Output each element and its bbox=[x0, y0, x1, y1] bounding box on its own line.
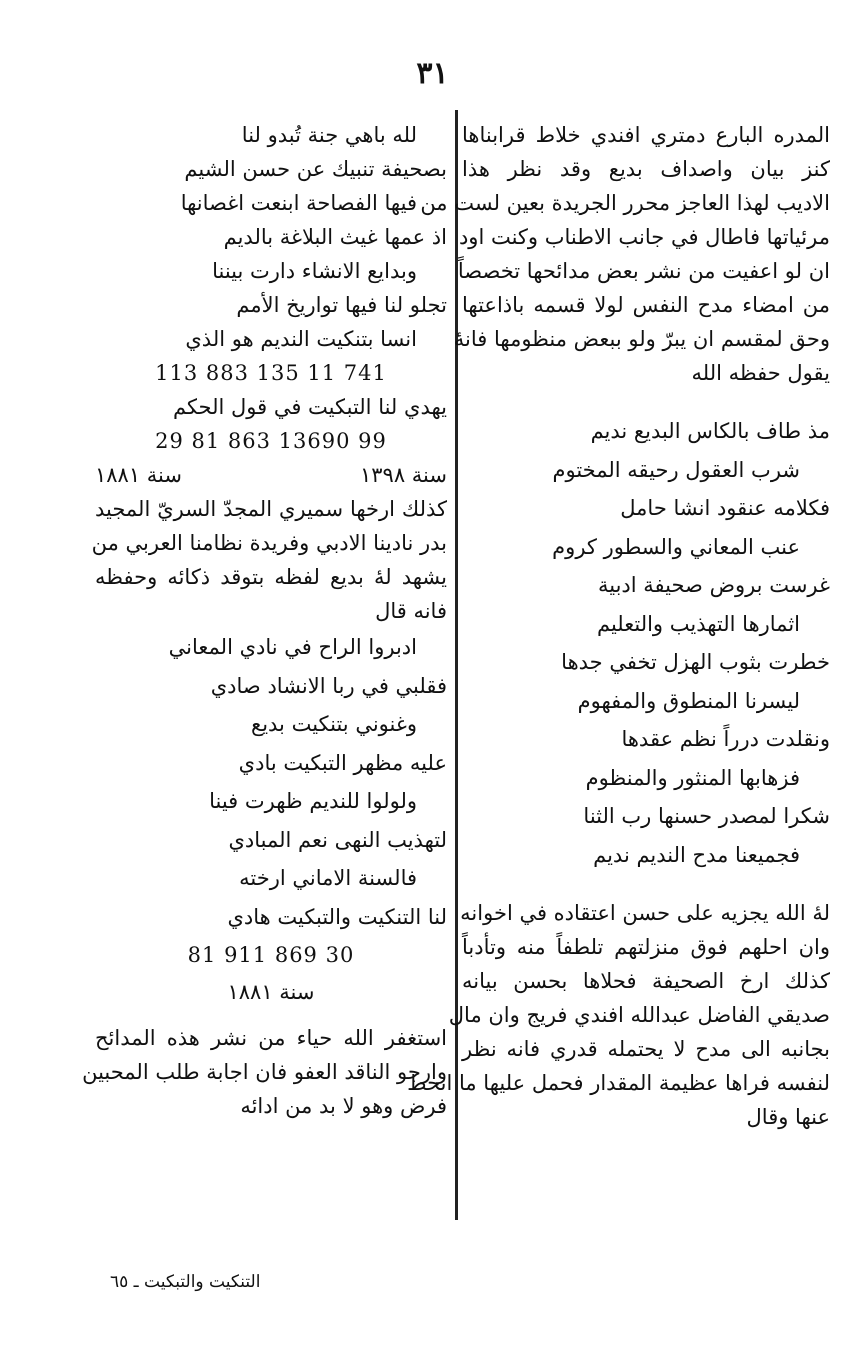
text-line: لنفسه فراها عظيمة المقدار فحمل عليها ما انحط bbox=[407, 1071, 830, 1095]
verse-line: وغنوني بتنكيت بديع bbox=[251, 712, 417, 736]
text-line: كذلك ارخها سميري المجدّ السريّ المجيد bbox=[95, 497, 447, 521]
verse-line: بصحيفة تنبيك عن حسن الشيم bbox=[184, 157, 447, 181]
left-poem-1 bbox=[95, 118, 447, 458]
verse-line: انسا بتنكيت النديم هو الذي bbox=[185, 327, 417, 351]
verse-line: عليه مظهر التبكيت بادي bbox=[238, 750, 447, 775]
left-closing bbox=[82, 1021, 447, 1123]
text-line: فانه قال bbox=[375, 599, 447, 623]
text-line: صديقي الفاضل عبدالله افندي فريج وان مال bbox=[448, 1003, 830, 1027]
text-line: بدر نادينا الادبي وفريدة نظامنا العربي من bbox=[91, 531, 447, 555]
verse-line: فقلبي في ربا الانشاد صادي bbox=[210, 673, 447, 698]
verse-line: ونقلدت درراً نظم عقدها bbox=[621, 727, 830, 751]
verse-line: لتهذيب النهى نعم المبادي bbox=[228, 827, 447, 852]
verse-line: فزهابها المنثور والمنظوم bbox=[585, 765, 800, 790]
chronogram-numbers: 29 81 863 13690 99 bbox=[155, 429, 387, 453]
verse-line: خطرت بثوب الهزل تخفي جدها bbox=[561, 650, 830, 674]
text-line: وحق لمقسم ان يبرّ ولو ببعض منظومها فانهٔ bbox=[453, 327, 830, 351]
dates-row bbox=[95, 458, 447, 492]
verse-line: عنب المعاني والسطور كروم bbox=[552, 534, 800, 559]
text-line: يشهد لهٔ بديع لفظه بتوقد ذكائه وحفظه bbox=[95, 565, 447, 589]
text-line: من امضاء مدح النفس لولا قسمه باذاعتها bbox=[462, 293, 830, 317]
right-outro bbox=[407, 896, 830, 1134]
verse-line: لله باهي جنة تُبدو لنا bbox=[241, 123, 417, 147]
verse-line: شرب العقول رحيقه المختوم bbox=[552, 457, 800, 482]
text-line: كنز بيان واصداف بديع وقد نظر هذا bbox=[462, 157, 830, 181]
text-line: ان لو اعفيت من نشر بعض مدائحها تخصصاً bbox=[457, 259, 830, 283]
text-line: كذلك ارخ الصحيفة فحلاها بحسن بيانه bbox=[462, 969, 830, 993]
text-line: استغفر الله حياء من نشر هذه المدائح bbox=[95, 1025, 447, 1050]
left-prose bbox=[91, 492, 447, 628]
verse-line: اذ عمها غيث البلاغة بالديم bbox=[223, 225, 447, 249]
verse-line: اثمارها التهذيب والتعليم bbox=[596, 611, 800, 636]
verse-line: ادبروا الراح في نادي المعاني bbox=[168, 635, 417, 659]
left-column bbox=[82, 118, 447, 1123]
right-intro bbox=[420, 118, 830, 390]
chronogram-numbers: 113 883 135 11 741 bbox=[155, 361, 387, 385]
text-line: لهٔ الله يجزيه على حسن اعتقاده في اخوانه bbox=[460, 901, 830, 925]
page-footer: التنكيت والتبكيت ـ ٦٥ bbox=[110, 1272, 261, 1292]
date-gregorian: سنة ١٨٨١ bbox=[95, 463, 182, 487]
text-line: المدره البارع دمتري افندي خلاط قرابناها bbox=[462, 123, 830, 147]
verse-line: مذ طاف بالكاس البديع نديم bbox=[590, 419, 830, 443]
verse-line: فيها الفصاحة ابنعت اغصانها bbox=[180, 191, 417, 215]
verse-line: وبدايع الانشاء دارت بيننا bbox=[212, 259, 417, 283]
text-line: يقول حفظه الله bbox=[691, 361, 830, 385]
verse-line: فالسنة الاماني ارخته bbox=[239, 866, 417, 890]
date-hijri: سنة ١٣٩٨ bbox=[360, 463, 447, 487]
text-line: الاديب لهذا العاجز محرر الجريدة بعين لست من bbox=[420, 191, 830, 215]
left-poem-2 bbox=[95, 628, 447, 975]
text-line: وان احلهم فوق منزلتهم تلطفاً منه وتأدباً bbox=[462, 935, 830, 959]
verse-line: غرست بروض صحيفة ادبية bbox=[597, 573, 830, 597]
right-poem bbox=[462, 412, 830, 874]
verse-line: لنا التنكيت والتبكيت هادي bbox=[227, 904, 447, 929]
verse-line: ليسرنا المنطوق والمفهوم bbox=[577, 688, 800, 713]
text-line: عنها وقال bbox=[746, 1105, 830, 1129]
date-gregorian-2: سنة ١٨٨١ bbox=[227, 979, 315, 1004]
verse-line: تجلو لنا فيها تواريخ الأمم bbox=[236, 293, 447, 317]
chronogram-numbers: 81 911 869 30 bbox=[187, 943, 355, 967]
page-number: ٣١ bbox=[416, 56, 449, 91]
verse-line: فكلامه عنقود انشا حامل bbox=[620, 496, 830, 520]
verse-line: ولولوا للنديم ظهرت فينا bbox=[209, 789, 417, 813]
text-line: فرض وهو لا بد من ادائه bbox=[240, 1093, 447, 1118]
verse-line: فجميعنا مدح النديم نديم bbox=[593, 842, 800, 867]
text-line: وارجو الناقد العفو فان اجابة طلب المحبين bbox=[82, 1059, 447, 1084]
verse-line: يهدي لنا التبكيت في قول الحكم bbox=[172, 395, 447, 419]
text-line: بجانبه الى مدح لا يحتمله قدري فانه نظر bbox=[462, 1037, 830, 1061]
verse-line: شكرا لمصدر حسنها رب الثنا bbox=[583, 804, 830, 828]
text-line: مرئياتها فاطال في جانب الاطناب وكنت اود bbox=[458, 225, 830, 249]
